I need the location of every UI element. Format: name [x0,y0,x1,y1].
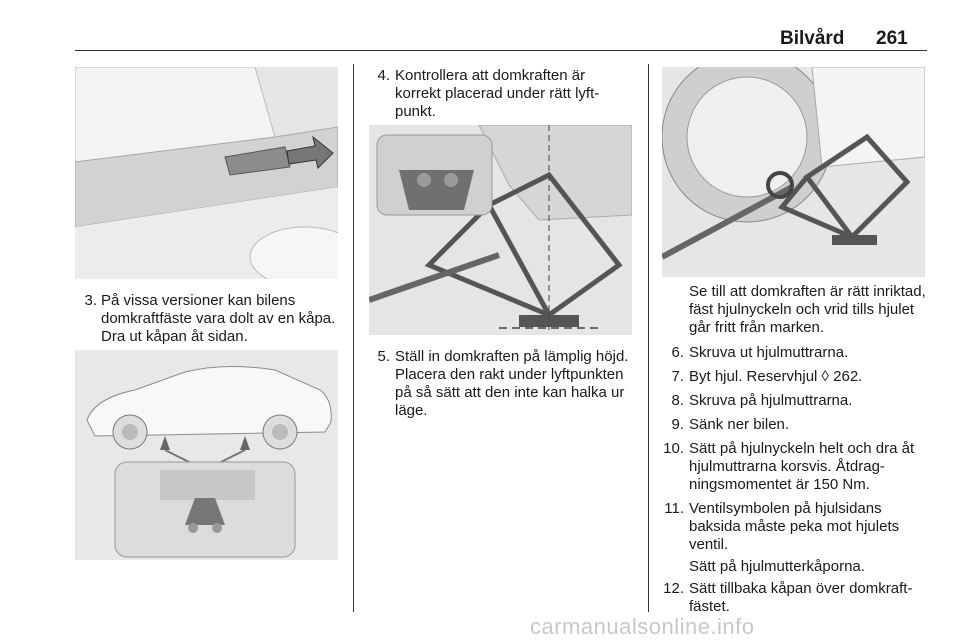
step-11-note: Sätt på hjulmutterkåporna. [689,558,865,575]
step-number: 10. [663,440,684,457]
step-number: 12. [663,580,684,597]
jacking-points-illustration [75,350,338,560]
step-number: 11. [664,500,684,517]
step-text: Sänk ner bilen. [689,416,790,433]
step-10 [662,440,932,496]
step-9 [662,416,932,434]
header-divider [75,50,927,51]
step-number: 4. [377,67,390,84]
intro-paragraph: Se till att domkraften är rätt inriktad, fäst hjulnyckeln och vrid tills hjulet går fritt från marken. [689,283,926,336]
step-text: Sätt på hjulnyckeln helt och dra åt hjulmuttrarna korsvis. Åtdragningsmomentet är 150 Nm. [689,440,915,493]
step-8 [662,392,932,410]
step-text: Sätt tillbaka kåpan över domkraftfästet. [689,580,913,615]
step-11 [662,500,932,556]
jack-position-illustration [369,125,632,335]
step-number: 7. [671,368,684,385]
column-divider-2 [648,64,649,612]
step-text: Byt hjul. Reservhjul ◊ 262. [689,368,863,385]
step-number: 5. [377,348,390,365]
step-number: 9. [671,416,684,433]
step-text: På vissa versioner kan bilens domkraftfäste vara dolt av en kåpa. Dra ut kåpan åt sidan. [101,292,336,345]
step-5 [371,348,641,428]
watermark: carmanualsonline.info [530,614,755,639]
step-text: Skruva på hjulmuttrarna. [689,392,853,409]
step-text: Ventilsymbolen på hjulsidans baksida måste peka mot hjulets ventil. [689,500,900,553]
step-7 [662,368,932,386]
step-number: 8. [671,392,684,409]
step-3 [75,292,345,348]
page-section-title: Bilvård [780,28,845,49]
page-number: 261 [876,28,908,49]
step-12 [662,580,932,618]
wheel-lifting-illustration [662,67,925,277]
column-divider-1 [353,64,354,612]
step-6 [662,344,932,362]
cover-removal-illustration [75,67,338,279]
step-number: 3. [84,292,97,309]
step-text: Skruva ut hjulmuttrarna. [689,344,849,361]
step-text: Ställ in domkraften på lämplig höjd. Placera den rakt under lyftpunkten på så sätt att den inte kan halka ur läge. [395,348,629,419]
step-4 [371,67,641,123]
step-text: Kontrollera att domkraften är korrekt placerad under rätt lyftpunkt. [395,67,600,120]
step-number: 6. [671,344,684,361]
